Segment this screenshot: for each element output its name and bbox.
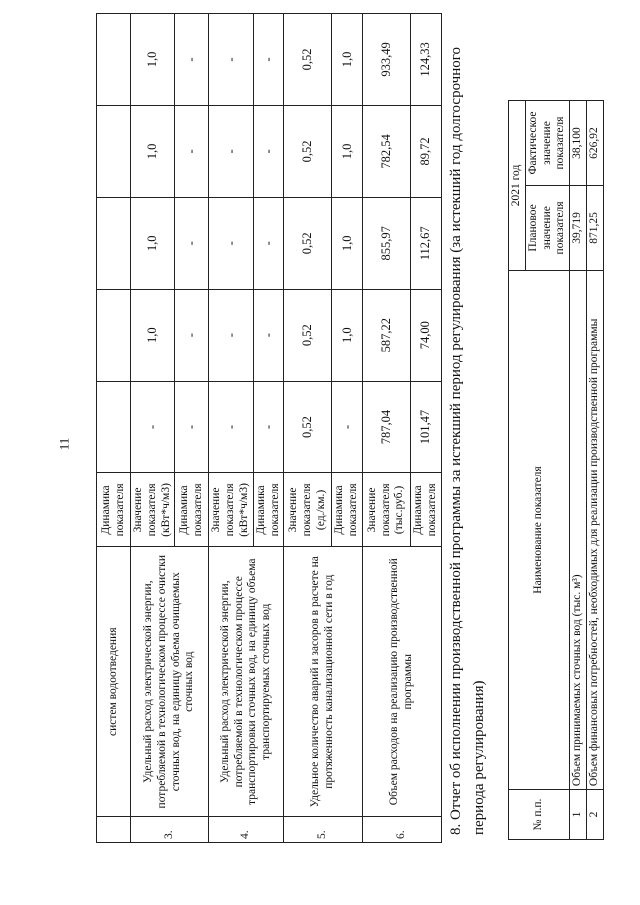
cell [97, 817, 131, 843]
dyn-label: Динамика показателя [175, 473, 209, 547]
dyn-cell: 124,33 [410, 14, 441, 106]
indicator-name: Объем финансовых потребностей, необходимых для реализации производственной программы [586, 270, 603, 789]
row-number: 3. [131, 817, 209, 843]
dyn-cell: 101,47 [410, 381, 441, 473]
dyn-cell: 1,0 [332, 14, 363, 106]
value-cell: 787,04 [362, 381, 410, 473]
indicator-name: Объем расходов на реализацию производственной программы [362, 547, 441, 817]
section-heading: 8. Отчет об исполнении производственной программы за истекший период регулирования (за истекший год долгосрочного периода регулирования) [448, 46, 487, 835]
dyn-cell: 1,0 [332, 197, 363, 289]
dyn-cell: 89,72 [410, 105, 441, 197]
value-cell: 933,49 [362, 14, 410, 106]
dyn-cell: - [253, 14, 284, 106]
value-cell: 1,0 [131, 197, 175, 289]
fact-value: 626,92 [586, 101, 603, 186]
value-label: Значение показателя (ед./км.) [284, 473, 332, 547]
value-cell: - [209, 14, 253, 106]
dyn-cell: - [253, 381, 284, 473]
row-number: 2 [586, 790, 603, 840]
cell [97, 381, 131, 473]
dyn-cell: - [253, 197, 284, 289]
value-cell: - [209, 197, 253, 289]
cell [97, 197, 131, 289]
dyn-cell: - [175, 289, 209, 381]
indicator-name: Удельное количество аварий и засоров в расчете на протяженность канализационной сети в год [284, 547, 363, 817]
value-cell: 0,52 [284, 289, 332, 381]
value-cell: 0,52 [284, 14, 332, 106]
value-label: Значение показателя (тыс.руб.) [362, 473, 410, 547]
value-cell: 782,54 [362, 105, 410, 197]
dyn-cell: - [175, 197, 209, 289]
dyn-label: Динамика показателя [97, 473, 131, 547]
report-table [508, 100, 604, 840]
dyn-cell: 1,0 [332, 289, 363, 381]
row-number: 1 [570, 790, 587, 840]
indicators-table [96, 13, 442, 843]
value-cell: 587,22 [362, 289, 410, 381]
value-label: Значение показателя (кВт*ч/м3) [209, 473, 253, 547]
dyn-cell: - [253, 105, 284, 197]
continuation-text: систем водоотведения [97, 547, 131, 817]
value-cell: - [209, 289, 253, 381]
dyn-label: Динамика показателя [332, 473, 363, 547]
dyn-cell: - [175, 381, 209, 473]
row-number: 4. [209, 817, 284, 843]
value-cell: 1,0 [131, 105, 175, 197]
dyn-cell: - [332, 381, 363, 473]
indicator-name: Удельный расход электрической энергии, потребляемой в технологическом процессе транспортировки сточных вод, на единицу объема транспортируемых сточных вод [209, 547, 284, 817]
dyn-cell: - [175, 105, 209, 197]
row-number: 5. [284, 817, 363, 843]
fact-value: 38,100 [570, 101, 587, 186]
col-fact-header: Фактическое значение показателя [525, 101, 569, 186]
year-header: 2021 год [509, 101, 526, 271]
plan-value: 871,25 [586, 186, 603, 271]
row-number: 6. [362, 817, 441, 843]
value-cell: 1,0 [131, 289, 175, 381]
col-name-header: Наименование показателя [509, 270, 570, 789]
plan-value: 39,719 [570, 186, 587, 271]
dyn-cell: 112,67 [410, 197, 441, 289]
cell [97, 289, 131, 381]
value-cell: 0,52 [284, 381, 332, 473]
dyn-cell: - [253, 289, 284, 381]
value-cell: - [131, 381, 175, 473]
value-cell: - [209, 381, 253, 473]
dyn-cell: 1,0 [332, 105, 363, 197]
col-no-header: № п.п. [509, 790, 570, 840]
value-label: Значение показателя (кВт*ч/м3) [131, 473, 175, 547]
value-cell: 0,52 [284, 197, 332, 289]
dyn-label: Динамика показателя [410, 473, 441, 547]
col-plan-header: Плановое значение показателя [525, 186, 569, 271]
cell [97, 105, 131, 197]
value-cell: 0,52 [284, 105, 332, 197]
indicator-name: Объем принимаемых сточных вод (тыс. м³) [570, 270, 587, 789]
value-cell: - [209, 105, 253, 197]
indicator-name: Удельный расход электрической энергии, потребляемой в технологическом процессе очистки сточных вод, на единицу объема очищаемых сточных вод [131, 547, 209, 817]
page-number: 11 [56, 437, 72, 451]
value-cell: 855,97 [362, 197, 410, 289]
cell [97, 14, 131, 106]
dyn-cell: - [175, 14, 209, 106]
value-cell: 1,0 [131, 14, 175, 106]
dyn-cell: 74,00 [410, 289, 441, 381]
dyn-label: Динамика показателя [253, 473, 284, 547]
